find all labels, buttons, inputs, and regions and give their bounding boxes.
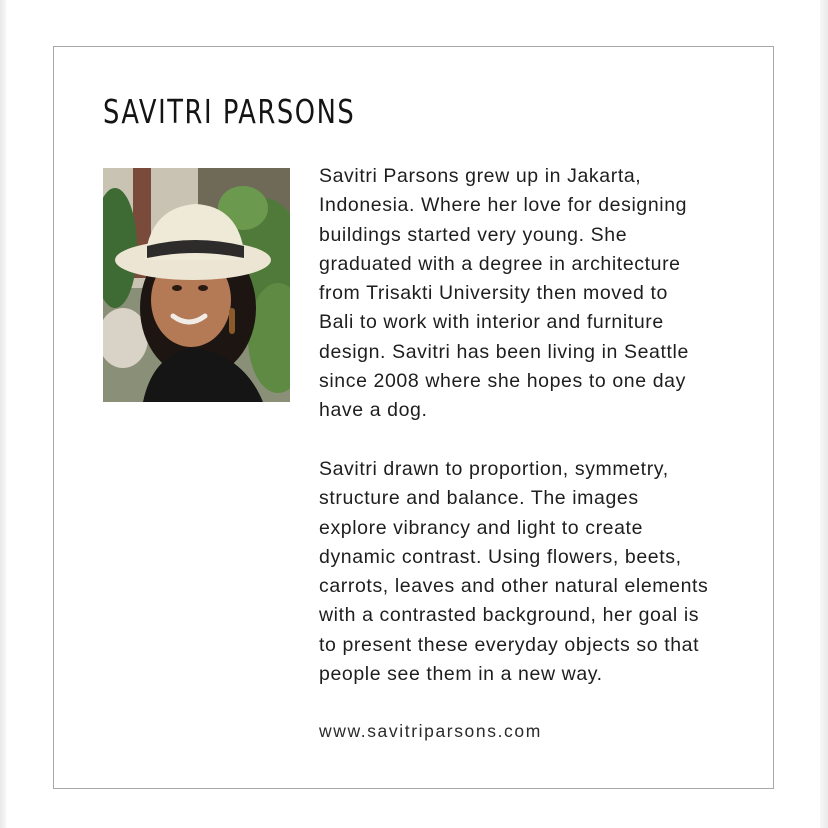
artist-name-title: SAVITRI PARSONS bbox=[103, 92, 356, 131]
bio-paragraph-1: Savitri Parsons grew up in Jakarta, Indonesia. Where her love for designing buildings started very young. She graduated with a degree in architecture from Trisakti University then moved to Bali to work with interior and furniture design. Savitri has been living in Seattle since 2008 where she hopes to one day have a dog. bbox=[319, 165, 689, 422]
page-edge-left bbox=[0, 0, 6, 828]
website-url[interactable]: www.savitriparsons.com bbox=[319, 721, 542, 741]
bio-paragraph-2: Savitri drawn to proportion, symmetry, structure and balance. The images explore vibrancy and light to create dynamic contrast. Using flowers, beets, carrots, leaves and other natural elements with a contrasted background, her goal is to present these everyday objects so that people see them in a new way. bbox=[319, 457, 709, 686]
page-edge-right bbox=[820, 0, 828, 828]
artist-portrait-photo bbox=[103, 168, 290, 402]
artist-bio bbox=[319, 162, 759, 689]
